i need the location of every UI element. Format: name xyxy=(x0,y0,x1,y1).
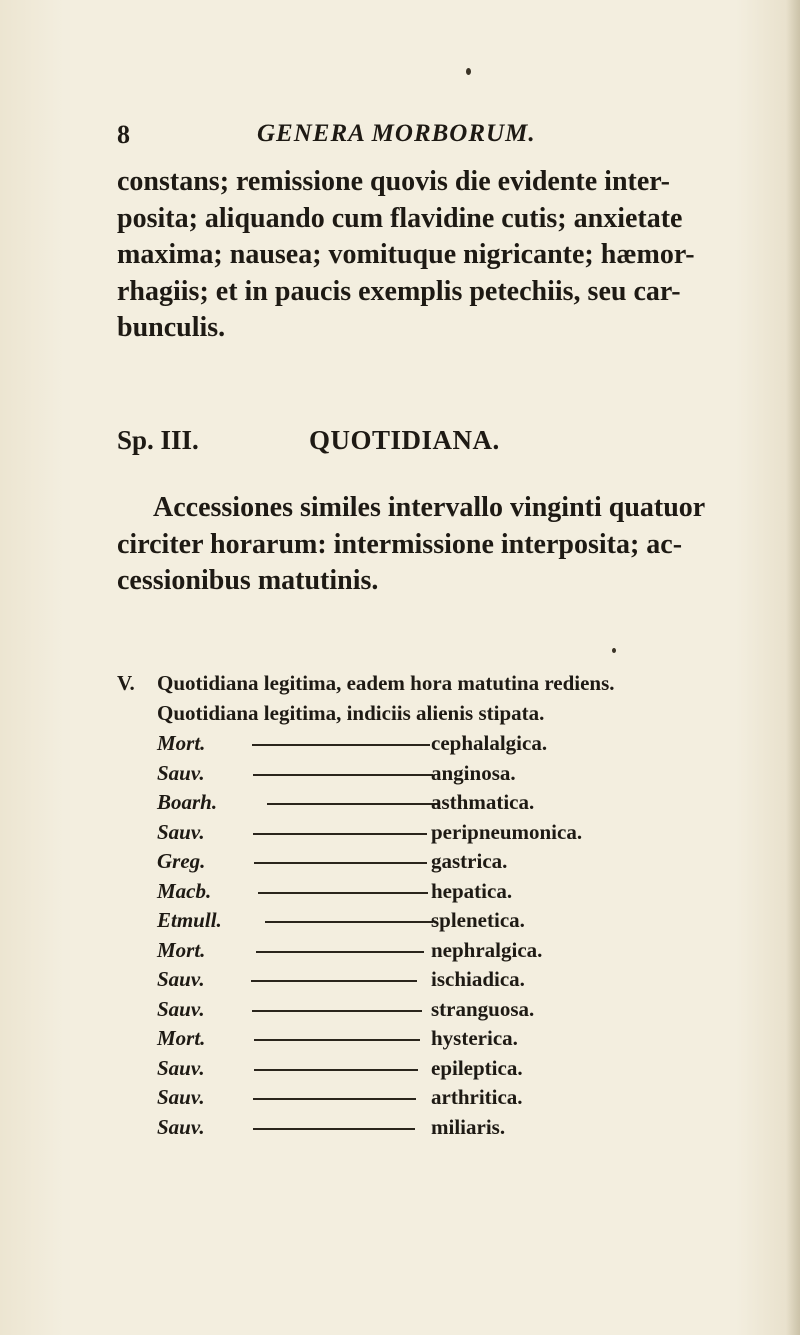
synonym-row xyxy=(117,820,757,850)
leader-dash xyxy=(253,1098,416,1100)
synonym-author: Etmull. xyxy=(157,908,222,932)
leader-dash xyxy=(254,862,427,864)
synonym-author: Sauv. xyxy=(157,1085,205,1109)
synonym-name: gastrica. xyxy=(431,849,508,873)
text-line: maxima; nausea; vomituque nigricante; hæmor- xyxy=(117,239,695,270)
leader-dash xyxy=(254,1039,420,1041)
synonym-name: miliaris. xyxy=(431,1114,506,1139)
leader-dash xyxy=(258,892,428,894)
text-line: constans; remissione quovis die evidente inter- xyxy=(117,166,670,197)
synonym-row xyxy=(117,790,757,820)
text-line: Accessiones similes intervallo vinginti quatuor xyxy=(153,492,706,523)
text-line: cessionibus matutinis. xyxy=(117,565,379,596)
synonym-row xyxy=(117,967,757,997)
variety-text: Quotidiana legitima, indiciis alienis stipata. xyxy=(157,701,545,725)
page-number: 8 xyxy=(117,120,130,149)
leader-dash xyxy=(253,1128,415,1130)
leader-dash xyxy=(252,744,430,746)
varieties-list xyxy=(117,671,757,1144)
leader-dash xyxy=(253,774,433,776)
synonym-name: ischiadica. xyxy=(431,967,525,991)
synonym-name: asthmatica. xyxy=(431,790,535,814)
running-head xyxy=(117,120,737,154)
variety-marker: V. xyxy=(117,671,135,695)
synonym-name: hepatica. xyxy=(431,878,513,903)
synonym-rows xyxy=(117,731,757,1144)
leader-dash xyxy=(256,951,424,953)
page-edge-shadow xyxy=(786,0,800,1335)
synonym-author: Macb. xyxy=(157,878,212,903)
synonym-author: Sauv. xyxy=(157,996,205,1021)
synonym-author: Sauv. xyxy=(157,967,205,991)
synonym-author: Mort. xyxy=(157,1026,206,1050)
synonym-author: Mort. xyxy=(157,731,206,755)
synonym-row xyxy=(117,879,757,909)
synonym-row xyxy=(117,849,757,879)
running-title: GENERA MORBORUM. xyxy=(257,120,536,147)
paragraph-definition xyxy=(117,490,747,600)
synonym-name: epileptica. xyxy=(431,1055,523,1080)
synonym-author: Sauv. xyxy=(157,1055,205,1080)
leader-dash xyxy=(252,1010,422,1012)
synonym-row xyxy=(117,1056,757,1086)
synonym-name: cephalalgica. xyxy=(431,731,548,755)
leader-dash xyxy=(254,1069,418,1071)
synonym-author: Sauv. xyxy=(157,760,205,785)
synonym-author: Boarh. xyxy=(157,790,218,814)
text-line: posita; aliquando cum flavidine cutis; anxietate xyxy=(117,202,683,234)
variety-first-line xyxy=(117,671,757,701)
synonym-row xyxy=(117,938,757,968)
synonym-row xyxy=(117,1026,757,1056)
ink-speck xyxy=(466,68,471,75)
leader-dash xyxy=(253,833,427,835)
variety-text: Quotidiana legitima, eadem hora matutina rediens. xyxy=(157,671,615,695)
synonym-author: Sauv. xyxy=(157,1114,205,1139)
text-line: bunculis. xyxy=(117,312,226,343)
species-number: Sp. III. xyxy=(117,425,199,455)
synonym-row xyxy=(117,1115,757,1145)
leader-dash xyxy=(251,980,417,982)
text-line: rhagiis; et in paucis exemplis petechiis, seu car- xyxy=(117,275,681,307)
synonym-author: Sauv. xyxy=(157,819,205,844)
leader-dash xyxy=(265,921,433,923)
synonym-name: splenetica. xyxy=(431,908,525,932)
synonym-row xyxy=(117,1085,757,1115)
paragraph-description xyxy=(117,164,747,347)
synonym-author: Greg. xyxy=(157,849,206,873)
synonym-name: stranguosa. xyxy=(431,996,535,1021)
synonym-name: hysterica. xyxy=(431,1026,518,1050)
variety-second-line xyxy=(117,701,757,731)
synonym-name: nephralgica. xyxy=(431,937,543,962)
leader-dash xyxy=(267,803,440,805)
synonym-name: peripneumonica. xyxy=(431,819,583,844)
synonym-row xyxy=(117,997,757,1027)
synonym-author: Mort. xyxy=(157,937,206,962)
synonym-row xyxy=(117,761,757,791)
synonym-name: anginosa. xyxy=(431,760,516,785)
synonym-name: arthritica. xyxy=(431,1085,523,1109)
species-heading xyxy=(117,425,737,461)
synonym-row xyxy=(117,731,757,761)
ink-speck xyxy=(612,648,616,653)
species-name: QUOTIDIANA. xyxy=(309,425,500,455)
synonym-row xyxy=(117,908,757,938)
text-line: circiter horarum: intermissione interposita; ac- xyxy=(117,528,683,560)
